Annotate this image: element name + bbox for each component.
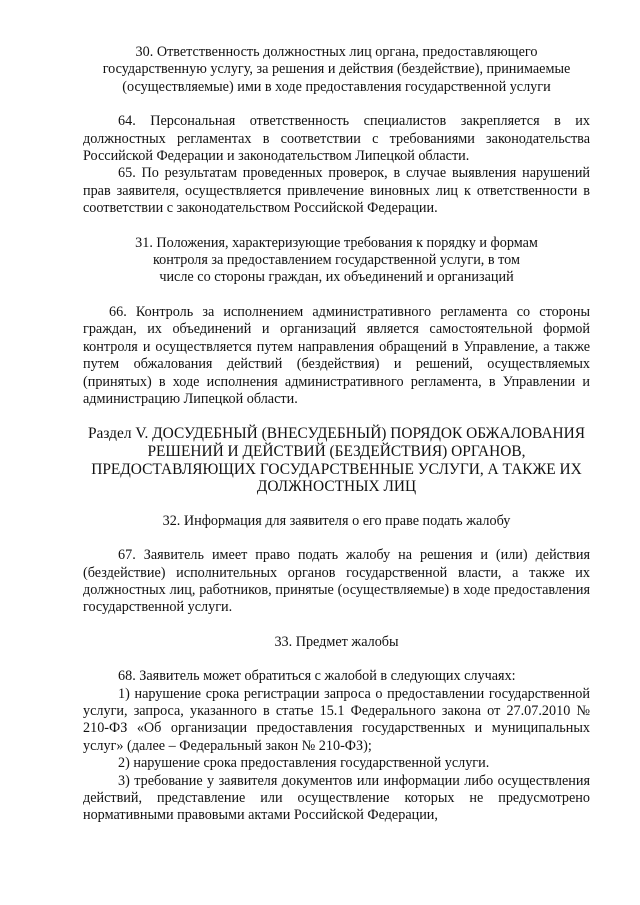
paragraph-64: 64. Персональная ответственность специалистов закрепляется в их должностных регламентах в соответствии с требованиями законодательства Российской Федерации и законодательством Липецкой области. bbox=[83, 113, 590, 165]
heading-line: (осуществляемые) ими в ходе предоставления государственной услуги bbox=[122, 78, 551, 95]
razdel-5-heading bbox=[83, 425, 590, 495]
list-item-1: 1) нарушение срока регистрации запроса о предоставлении государственной услуги, запроса, указанного в статье 15.1 Федерального закона от 27.07.2010 № 210-ФЗ «Об организации предоставления государственных и муниципальных услуг» (далее – Федеральный закон № 210-ФЗ); bbox=[83, 685, 590, 754]
heading-line: РЕШЕНИЙ И ДЕЙСТВИЙ (БЕЗДЕЙСТВИЯ) ОРГАНОВ, bbox=[147, 442, 526, 460]
section-32-heading: 32. Информация для заявителя о его праве подать жалобу bbox=[162, 512, 511, 529]
heading-line: числе со стороны граждан, их объединений и организаций bbox=[159, 269, 514, 286]
heading-line: ДОЛЖНОСТНЫХ ЛИЦ bbox=[256, 478, 417, 496]
heading-line: государственную услугу, за решения и действия (бездействие), принимаемые bbox=[102, 61, 571, 78]
heading-line: контроля за предоставлением государственной услуги, в том bbox=[153, 252, 520, 269]
heading-line: 31. Положения, характеризующие требования к порядку и формам bbox=[135, 234, 538, 251]
paragraph-68: 68. Заявитель может обратиться с жалобой в следующих случаях: bbox=[118, 668, 516, 685]
heading-line: ПРЕДОСТАВЛЯЮЩИХ ГОСУДАРСТВЕННЫЕ УСЛУГИ, А ТАКЖЕ ИХ bbox=[91, 460, 582, 478]
heading-line: Раздел V. ДОСУДЕБНЫЙ (ВНЕСУДЕБНЫЙ) ПОРЯДОК ОБЖАЛОВАНИЯ bbox=[87, 425, 586, 443]
list-item-3: 3) требование у заявителя документов или информации либо осуществления действий, представление или осуществление которых не предусмотрено нормативными правовыми актами Российской Федерации, bbox=[83, 772, 590, 824]
paragraph-66: 66. Контроль за исполнением административного регламента со стороны граждан, их объединений и организаций является самостоятельной формой контроля и осуществляется путем направления обращений в Управление, а также путем обжалования действий (бездействия) и решений, осуществляемых (принятых) в ходе исполнения административного регламента, в Управлении и администрацию Липецкой области. bbox=[83, 303, 590, 407]
heading-line: 30. Ответственность должностных лиц органа, предоставляющего bbox=[135, 44, 538, 60]
section-30-heading bbox=[83, 44, 590, 96]
section-31-heading bbox=[83, 235, 590, 287]
list-item-2: 2) нарушение срока предоставления государственной услуги. bbox=[118, 755, 490, 772]
paragraph-67: 67. Заявитель имеет право подать жалобу на решения и (или) действия (бездействие) исполнительных органов государственной власти, а также их должностных лиц, работников, принятые (осуществляемые) в ходе предоставления государственной услуги. bbox=[83, 547, 590, 616]
section-33-heading: 33. Предмет жалобы bbox=[274, 633, 399, 650]
paragraph-65: 65. По результатам проведенных проверок, в случае выявления нарушений прав заявителя, осуществляется привлечение виновных лиц к ответственности в соответствии с законодательством Российской Федерации. bbox=[83, 165, 590, 217]
